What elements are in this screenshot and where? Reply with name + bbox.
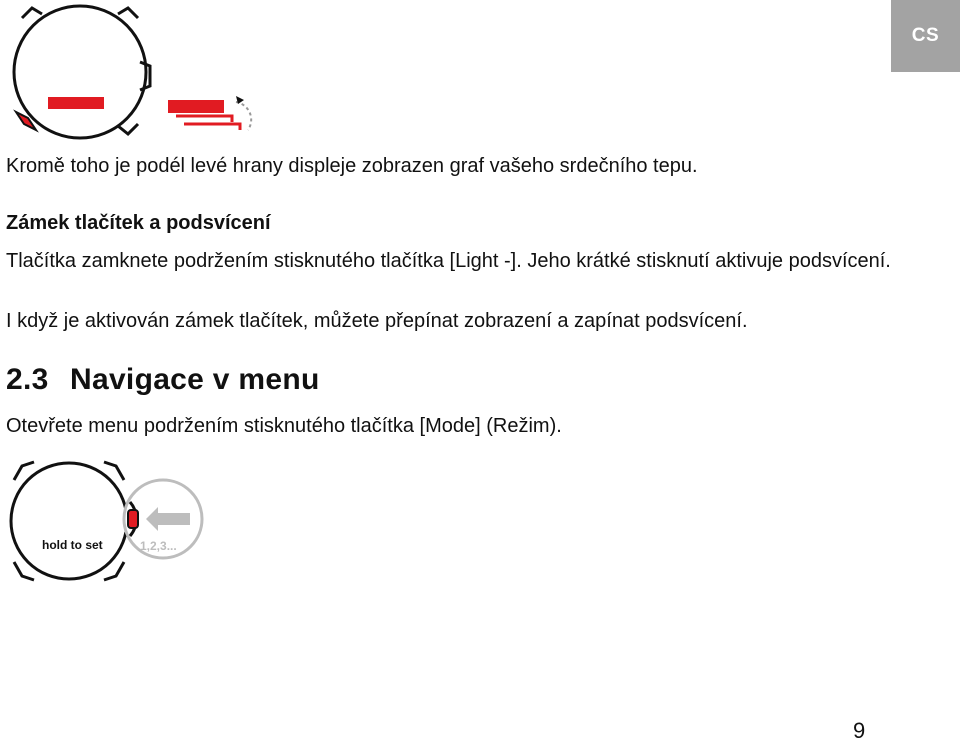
button-lock-illustration [0,0,270,140]
intro-text: Kromě toho je podél levé hrany displeje zobrazen graf vašeho srdečního tepu. [6,155,698,177]
language-tab: CS [891,0,960,72]
lock-section-paragraph-2: I když je aktivován zámek tlačítek, můžete přepínat zobrazení a zapínat podsvícení. [6,310,748,332]
lock-section-paragraph: Tlačítka zamknete podržením stisknutého tlačítka [Light -]. Jeho krátké stisknutí aktivuje podsvícení. [6,250,891,272]
watch-outline [14,6,150,138]
zoom-circle [124,480,202,558]
section-number: 2.3 [6,363,49,396]
lock-section-heading: Zámek tlačítek a podsvícení [6,212,271,234]
menu-navigation-illustration [0,452,215,587]
watch-outline [11,462,127,580]
display-bar [48,97,104,109]
section-title-text: Navigace v menu [70,363,320,396]
watch-display-label: hold to set [42,538,103,552]
page-number: 9 [853,718,866,743]
menu-section-paragraph: Otevřete menu podržením stisknutého tlačítka [Mode] (Režim). [6,415,562,437]
menu-section-title [6,362,320,398]
stacked-displays-icon [168,96,251,130]
count-label: 1,2,3... [140,539,177,553]
left-button-pressed [16,112,36,130]
right-button-pressed [128,510,138,528]
